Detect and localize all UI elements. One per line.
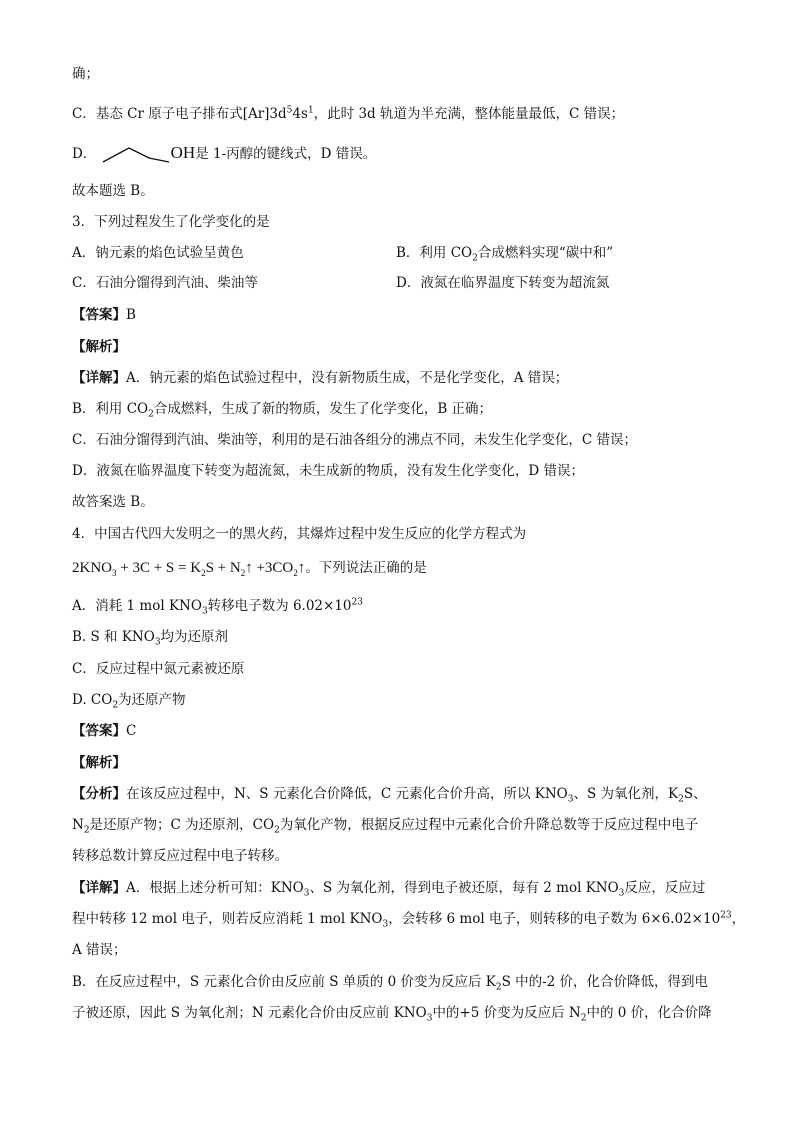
text-span: C．反应过程中氮元素被还原 bbox=[72, 661, 245, 677]
text-span: ，会转移 6 mol 电子，则转移的电子数为 6×6.02×10 bbox=[388, 911, 721, 927]
text-span: 【解析】 bbox=[72, 755, 126, 771]
text-span: 中的+5 价变为反应后 N bbox=[432, 1005, 581, 1021]
q4-option-c bbox=[72, 659, 732, 679]
text-span: 23 bbox=[720, 910, 732, 921]
q3-options-row2 bbox=[72, 273, 732, 293]
q3-detail-4 bbox=[72, 461, 732, 481]
text-span: N bbox=[72, 817, 84, 833]
text-span: 合成燃料，生成了新的物质，发生了化学变化，B 正确； bbox=[153, 401, 493, 417]
text-span: 3．下列过程发生了化学变化的是 bbox=[72, 214, 270, 230]
text-line bbox=[72, 143, 732, 166]
text-span: 确； bbox=[72, 66, 99, 82]
text-span: 2 bbox=[293, 568, 298, 578]
equation-formula bbox=[72, 560, 305, 576]
text-span: 为氧化产物，根据反应过程中元素化合价升降总数等于反应过程中电子 bbox=[279, 817, 699, 833]
text-span: 3 bbox=[112, 568, 117, 578]
text-span: 是 1-丙醇的键线式，D 错误。 bbox=[195, 146, 377, 162]
text-span: 【详解】 bbox=[72, 370, 126, 386]
chemical-equation bbox=[72, 558, 732, 578]
text-span: 3 bbox=[382, 919, 389, 930]
text-span: 2 bbox=[112, 700, 119, 711]
question-4 bbox=[72, 524, 732, 544]
text-span: 2 bbox=[274, 825, 280, 836]
text-span: 【答案】 bbox=[72, 723, 126, 739]
q3-option-a: A．钠元素的焰色试验呈黄色 bbox=[72, 245, 244, 261]
q3-option-b bbox=[396, 243, 613, 263]
text-span: 【答案】 bbox=[72, 307, 126, 323]
text-span: 2KNO bbox=[72, 560, 112, 576]
text-span: 转移总数计算反应过程中电子转移。 bbox=[72, 848, 288, 864]
text-span: 2 bbox=[678, 794, 684, 805]
text-span: 2 bbox=[201, 568, 206, 578]
text-span: D. CO bbox=[72, 692, 113, 708]
q4-detail-3 bbox=[72, 940, 732, 960]
text-span: C bbox=[126, 723, 137, 739]
q4-answer bbox=[72, 721, 732, 741]
text-span: 中的 0 价，化合价降 bbox=[586, 1005, 712, 1021]
text-span: 5 bbox=[286, 105, 293, 116]
text-span: 23 bbox=[351, 597, 363, 608]
text-span: 转移电子数为 6.02×10 bbox=[207, 598, 352, 614]
text-span: ↑ bbox=[297, 560, 306, 576]
text-line bbox=[72, 104, 732, 124]
text-span: S 中的-2 价，化合价降低，得到电 bbox=[501, 974, 709, 990]
text-span: + 3C + S = K bbox=[116, 560, 202, 576]
q4-detail-1 bbox=[72, 878, 732, 898]
text-span: 3 bbox=[567, 794, 574, 805]
text-span: 故答案选 B。 bbox=[72, 494, 154, 510]
text-span: D． bbox=[72, 146, 97, 162]
text-span: ↑ +3CO bbox=[245, 560, 294, 576]
q3-detail-1 bbox=[72, 368, 732, 388]
text-span: OH bbox=[170, 143, 196, 162]
q3-detail-2 bbox=[72, 399, 732, 419]
text-span: 是还原产物；C 为还原剂，CO bbox=[89, 817, 275, 833]
text-span: 3 bbox=[303, 888, 310, 899]
text-span: 程中转移 12 mol 电子，则若反应消耗 1 mol KNO bbox=[72, 911, 383, 927]
q3-conclusion bbox=[72, 492, 732, 512]
q4-analysis-1 bbox=[72, 784, 732, 804]
text-span: 。下列说法正确的是 bbox=[305, 560, 427, 576]
text-span: A．钠元素的焰色试验过程中，没有新物质生成，不是化学变化，A 错误； bbox=[126, 370, 569, 386]
text-line bbox=[72, 181, 732, 201]
text-span: 【解析】 bbox=[72, 339, 126, 355]
q3-options-row1 bbox=[72, 243, 732, 263]
text-span: 2 bbox=[472, 253, 478, 264]
text-span: 、S 为氧化剂，K bbox=[573, 786, 679, 802]
q4-analysis-label bbox=[72, 753, 732, 773]
text-span: 【详解】 bbox=[72, 880, 126, 896]
text-span: 2 bbox=[83, 825, 90, 836]
text-span: 2 bbox=[580, 1013, 587, 1024]
text-span: 2 bbox=[495, 982, 502, 993]
text-span: A．根据上述分析可知：KNO bbox=[126, 880, 304, 896]
text-span: 4．中国古代四大发明之一的黑火药，其爆炸过程中发生反应的化学方程式为 bbox=[72, 526, 527, 542]
text-span: 故本题选 B。 bbox=[72, 183, 154, 199]
text-span: S、 bbox=[683, 786, 707, 802]
text-span: 2 bbox=[148, 409, 154, 420]
text-span: 、S 为氧化剂，得到电子被还原，每有 2 mol KNO bbox=[309, 880, 619, 896]
q4-detail-4 bbox=[72, 972, 732, 992]
question-3 bbox=[72, 212, 732, 232]
q4-option-d bbox=[72, 690, 732, 710]
text-span: 4s bbox=[292, 106, 308, 122]
text-span: 1 bbox=[307, 105, 314, 116]
text-span: B. S 和 KNO bbox=[72, 629, 155, 645]
text-span: C．石油分馏得到汽油、柴油等，利用的是石油各组分的沸点不同，未发生化学变化，C 错误； bbox=[72, 432, 637, 448]
q4-option-a bbox=[72, 596, 732, 616]
propanol-skeletal-formula bbox=[101, 144, 171, 166]
text-span: D．液氮在临界温度下转变为超流氮，未生成新的物质，没有发生化学变化，D 错误； bbox=[72, 463, 584, 479]
text-span: 3 bbox=[201, 606, 208, 617]
q4-analysis-2 bbox=[72, 815, 732, 835]
text-span: ，此时 3d 轨道为半充满，整体能量最低，C 错误； bbox=[313, 106, 625, 122]
text-span: 3 bbox=[154, 637, 161, 648]
text-line bbox=[72, 64, 732, 84]
text-span: S + N bbox=[205, 560, 241, 576]
text-span: A 错误； bbox=[72, 942, 127, 958]
q4-option-b bbox=[72, 627, 732, 647]
text-span: 3 bbox=[618, 888, 625, 899]
text-span: 3 bbox=[426, 1013, 433, 1024]
q3-answer bbox=[72, 305, 732, 325]
text-span: 在该反应过程中，N、S 元素化合价降低，C 元素化合价升高，所以 KNO bbox=[126, 786, 568, 802]
text-span: 子被还原，因此 S 为氧化剂；N 元素化合价由反应前 KNO bbox=[72, 1005, 427, 1021]
text-span: A．消耗 1 mol KNO bbox=[72, 598, 202, 614]
q4-detail-2 bbox=[72, 909, 746, 930]
text-span: B．在反应过程中，S 元素化合价由反应前 S 单质的 0 价变为反应后 K bbox=[72, 974, 496, 990]
text-span: C．基态 Cr 原子电子排布式[Ar]3d bbox=[72, 106, 287, 122]
q4-detail-5 bbox=[72, 1003, 732, 1023]
q3-analysis-label bbox=[72, 337, 732, 357]
text-span: 为还原产物 bbox=[118, 692, 186, 708]
q4-analysis-3 bbox=[72, 846, 732, 866]
text-span: B．利用 CO bbox=[396, 245, 473, 261]
text-span: ， bbox=[731, 911, 746, 927]
q3-option-c: C．石油分馏得到汽油、柴油等 bbox=[72, 275, 258, 291]
text-span: 合成燃料实现“碳中和” bbox=[477, 245, 614, 261]
q3-option-d: D．液氮在临界温度下转变为超流氮 bbox=[396, 275, 610, 291]
text-span: 均为还原剂 bbox=[160, 629, 229, 645]
text-span: 【分析】 bbox=[72, 786, 126, 802]
text-span: B．利用 CO bbox=[72, 401, 149, 417]
text-span: 2 bbox=[240, 568, 246, 578]
text-span: 反应，反应过 bbox=[624, 880, 706, 896]
text-span: B bbox=[126, 307, 136, 323]
q3-detail-3 bbox=[72, 430, 732, 450]
